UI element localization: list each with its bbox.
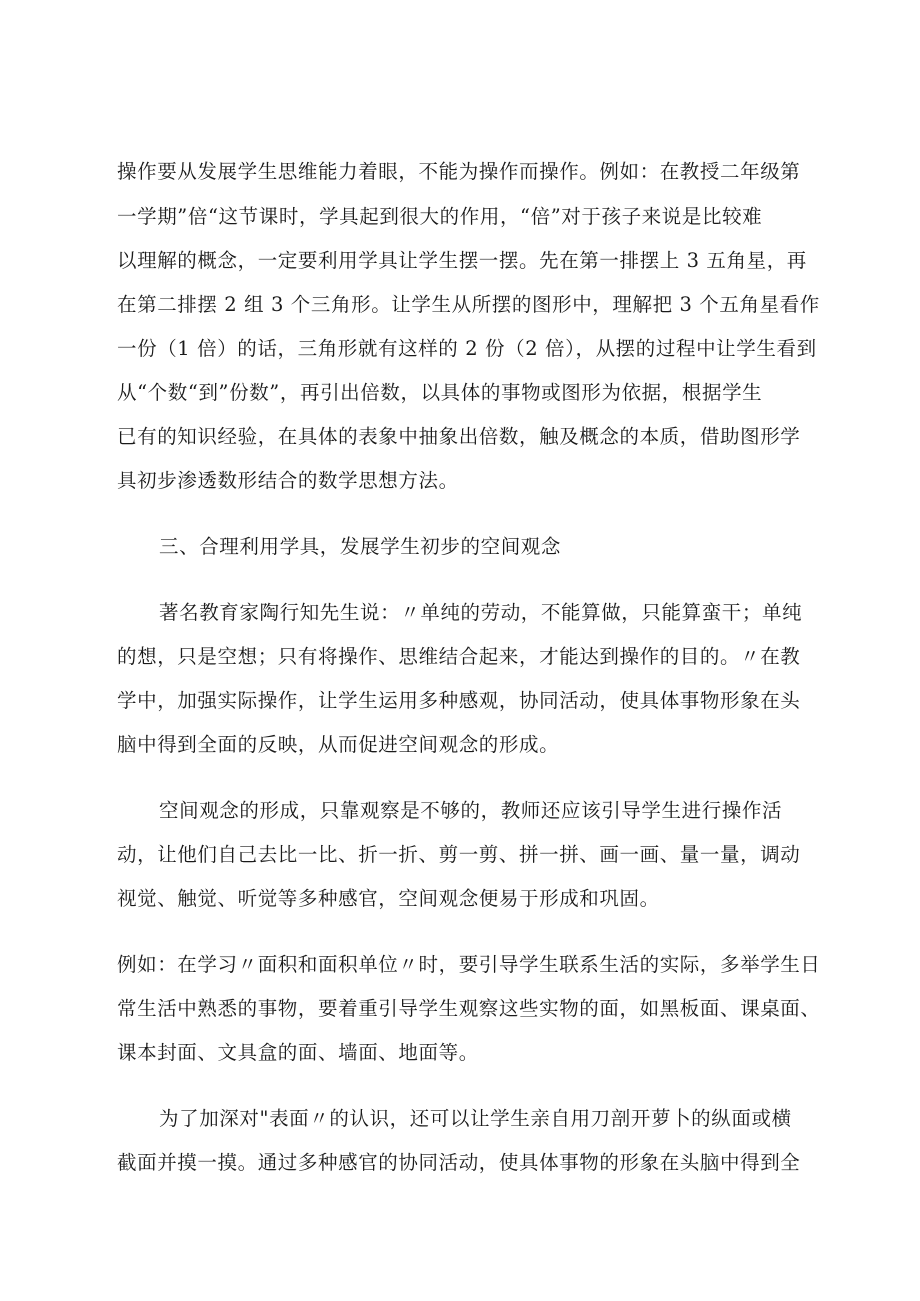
text-line: 空间观念的形成，只靠观察是不够的，教师还应该引导学生进行操作活 <box>159 799 783 822</box>
text-line: 视觉、触觉、听觉等多种感官，空间观念便易于形成和巩固。 <box>117 887 660 910</box>
text-line: 例如：在学习〃面积和面积单位〃时，要引导学生联系生活的实际，多举学生日 <box>117 953 821 976</box>
text-line: 从“个数“到”份数”，再引出倍数，以具体的事物或图形为依据，根据学生 <box>117 381 763 404</box>
section-heading: 三、合理利用学具，发展学生初步的空间观念 <box>159 535 562 558</box>
text-line: 一学期”倍“这节课时，学具起到很大的作用，“倍”对于孩子来说是比较难 <box>117 205 763 228</box>
text-line: 学中，加强实际操作，让学生运用多种感观，协同活动，使具体事物形象在头 <box>117 689 801 712</box>
text-line: 操作要从发展学生思维能力着眼，不能为操作而操作。例如：在教授二年级第 <box>117 160 801 183</box>
text-line: 常生活中熟悉的事物，要着重引导学生观察这些实物的面，如黑板面、课桌面、 <box>117 997 821 1020</box>
text-line: 的想，只是空想；只有将操作、思维结合起来，才能达到操作的目的。〃在教 <box>117 645 801 668</box>
text-line: 截面并摸一摸。通过多种感官的协同活动，使具体事物的形象在头脑中得到全 <box>117 1151 801 1174</box>
text-line: 脑中得到全面的反映，从而促进空间观念的形成。 <box>117 733 560 756</box>
text-line: 为了加深对"表面〃的认识，还可以让学生亲自用刀剖开萝卜的纵面或横 <box>159 1107 792 1130</box>
text-line: 课本封面、文具盒的面、墙面、地面等。 <box>117 1041 479 1064</box>
text-line: 动，让他们自己去比一比、折一折、剪一剪、拼一拼、画一画、量一量，调动 <box>117 843 801 866</box>
text-line: 已有的知识经验，在具体的表象中抽象出倍数，触及概念的本质，借助图形学 <box>117 425 801 448</box>
text-line: 著名教育家陶行知先生说：〃单纯的劳动，不能算做，只能算蛮干；单纯 <box>159 601 803 624</box>
text-line: 具初步渗透数形结合的数学思想方法。 <box>117 469 459 492</box>
text-line: 以理解的概念，一定要利用学具让学生摆一摆。先在第一排摆上 3 五角星，再 <box>117 249 807 272</box>
text-line: 一份（1 倍）的话，三角形就有这样的 2 份（2 倍），从摆的过程中让学生看到 <box>117 337 817 360</box>
text-line: 在第二排摆 2 组 3 个三角形。让学生从所摆的图形中，理解把 3 个五角星看作 <box>117 293 820 316</box>
